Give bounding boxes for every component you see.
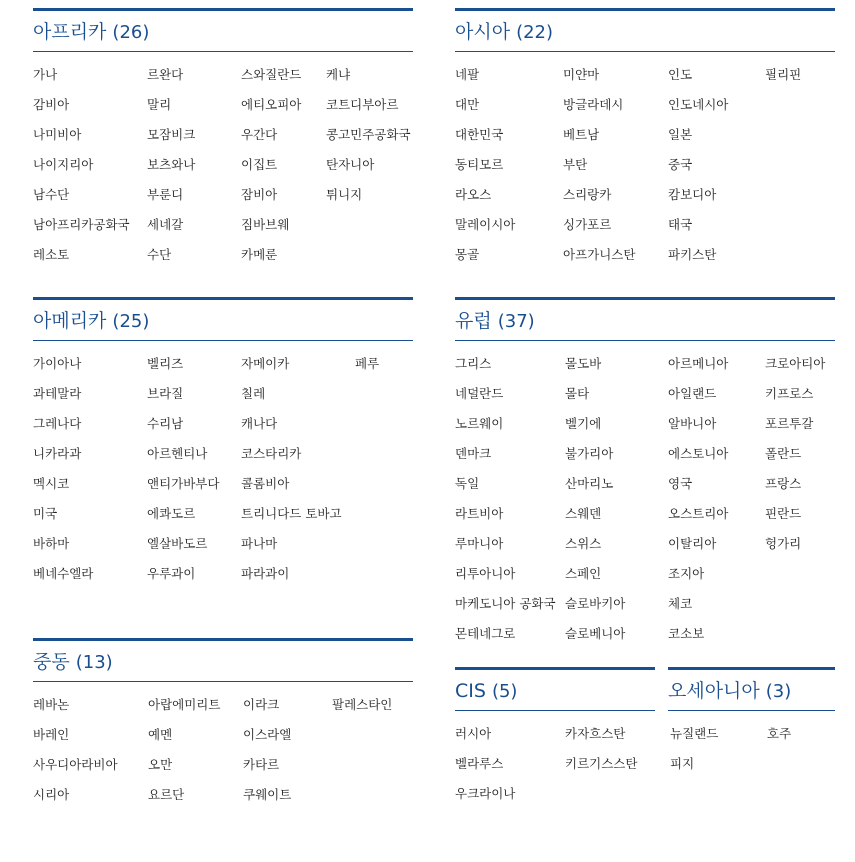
country-link[interactable]: 코스타리카 <box>241 446 302 461</box>
section-title: CIS <box>455 680 486 702</box>
country-link[interactable]: 사우디아라비아 <box>33 757 118 772</box>
country-link[interactable]: 캄보디아 <box>668 187 717 202</box>
section-title: 오세아니아 <box>668 680 760 702</box>
country-link[interactable]: 덴마크 <box>455 446 492 461</box>
section-title: 아메리카 <box>33 310 107 332</box>
country-link[interactable]: 카타르 <box>243 757 280 772</box>
country-link[interactable]: 오만 <box>148 757 173 772</box>
country-link[interactable]: 라오스 <box>455 187 492 202</box>
country-link[interactable]: 파나마 <box>241 536 278 551</box>
country-link[interactable]: 남수단 <box>33 187 70 202</box>
section-heading <box>668 670 835 711</box>
section-title: 유럽 <box>455 310 492 332</box>
country-link[interactable]: 알바니아 <box>668 416 717 431</box>
country-link[interactable]: 슬로베니아 <box>565 626 626 641</box>
country-link[interactable]: 콩고민주공화국 <box>326 127 411 142</box>
section-title: 아프리카 <box>33 21 107 43</box>
country-link[interactable]: 과테말라 <box>33 386 82 401</box>
country-link[interactable]: 몽골 <box>455 247 480 262</box>
section-asia <box>455 8 835 265</box>
country-link[interactable]: 모잠비크 <box>147 127 196 142</box>
country-link[interactable]: 포르투갈 <box>765 416 814 431</box>
country-link[interactable]: 바레인 <box>33 727 70 742</box>
country-link[interactable]: 멕시코 <box>33 476 70 491</box>
country-link[interactable]: 요르단 <box>148 787 185 802</box>
section-count: (37) <box>497 311 535 332</box>
country-link[interactable]: 부탄 <box>563 157 588 172</box>
country-link[interactable]: 짐바브웨 <box>241 217 290 232</box>
country-link[interactable]: 쿠웨이트 <box>243 787 292 802</box>
section-heading <box>455 670 655 711</box>
country-link[interactable]: 수리남 <box>147 416 184 431</box>
country-link[interactable]: 코소보 <box>668 626 705 641</box>
country-link[interactable]: 레바논 <box>33 697 70 712</box>
country-link[interactable]: 칠레 <box>241 386 266 401</box>
country-link[interactable]: 브라질 <box>147 386 184 401</box>
country-link[interactable]: 나미비아 <box>33 127 82 142</box>
section-america <box>33 297 413 584</box>
country-link[interactable]: 페루 <box>355 356 380 371</box>
country-link[interactable]: 헝가리 <box>765 536 802 551</box>
country-link[interactable]: 팔레스타인 <box>332 697 393 712</box>
country-link[interactable]: 보츠와나 <box>147 157 196 172</box>
section-title: 중동 <box>33 651 70 673</box>
country-link[interactable]: 트리니다드 토바고 <box>241 506 342 521</box>
country-link[interactable]: 스위스 <box>565 536 602 551</box>
country-link[interactable]: 에티오피아 <box>241 97 302 112</box>
country-link[interactable]: 예멘 <box>148 727 173 742</box>
country-grid <box>455 724 655 814</box>
country-link[interactable]: 필리핀 <box>765 67 802 82</box>
country-link[interactable]: 수단 <box>147 247 172 262</box>
country-link[interactable]: 호주 <box>767 726 792 741</box>
country-link[interactable]: 스와질란드 <box>241 67 302 82</box>
country-link[interactable]: 에스토니아 <box>668 446 729 461</box>
country-link[interactable]: 베트남 <box>563 127 600 142</box>
country-link[interactable]: 벨라루스 <box>455 756 504 771</box>
country-link[interactable]: 코트디부아르 <box>326 97 399 112</box>
country-link[interactable]: 탄자니아 <box>326 157 375 172</box>
country-link[interactable]: 스페인 <box>565 566 602 581</box>
section-title: 아시아 <box>455 21 511 43</box>
country-link[interactable]: 동티모르 <box>455 157 504 172</box>
country-link[interactable]: 오스트리아 <box>668 506 729 521</box>
country-link[interactable]: 우루과이 <box>147 566 196 581</box>
country-link[interactable]: 남아프리카공화국 <box>33 217 130 232</box>
section-heading <box>33 300 413 341</box>
country-link[interactable]: 이집트 <box>241 157 278 172</box>
country-link[interactable]: 몰도바 <box>565 356 602 371</box>
country-link[interactable]: 파라과이 <box>241 566 290 581</box>
country-link[interactable]: 이스라엘 <box>243 727 292 742</box>
country-link[interactable]: 시리아 <box>33 787 70 802</box>
country-link[interactable]: 케냐 <box>326 67 351 82</box>
country-link[interactable]: 러시아 <box>455 726 492 741</box>
country-link[interactable]: 영국 <box>668 476 693 491</box>
country-link[interactable]: 노르웨이 <box>455 416 504 431</box>
country-link[interactable]: 카자흐스탄 <box>565 726 626 741</box>
country-link[interactable]: 에콰도르 <box>147 506 196 521</box>
country-link[interactable]: 가이아나 <box>33 356 82 371</box>
section-oceania <box>668 667 835 784</box>
country-link[interactable]: 스웨덴 <box>565 506 602 521</box>
country-link[interactable]: 핀란드 <box>765 506 802 521</box>
country-link[interactable]: 키프로스 <box>765 386 814 401</box>
section-africa <box>33 8 413 265</box>
country-link[interactable]: 말레이시아 <box>455 217 516 232</box>
country-link[interactable]: 캐나다 <box>241 416 278 431</box>
country-grid <box>668 724 835 784</box>
section-count: (26) <box>112 22 150 43</box>
country-link[interactable]: 라트비아 <box>455 506 504 521</box>
country-link[interactable]: 튀니지 <box>326 187 363 202</box>
country-link[interactable]: 대한민국 <box>455 127 504 142</box>
country-link[interactable]: 피지 <box>670 756 695 771</box>
country-link[interactable]: 아랍에미리트 <box>148 697 221 712</box>
country-link[interactable]: 싱가포르 <box>563 217 612 232</box>
country-link[interactable]: 마케도니아 공화국 <box>455 596 556 611</box>
country-link[interactable]: 크로아티아 <box>765 356 826 371</box>
country-grid <box>33 354 413 584</box>
country-link[interactable]: 프랑스 <box>765 476 802 491</box>
country-grid <box>33 65 413 265</box>
section-heading <box>455 11 835 52</box>
section-count: (5) <box>491 681 518 702</box>
country-link[interactable]: 불가리아 <box>565 446 614 461</box>
country-link[interactable]: 인도네시아 <box>668 97 729 112</box>
country-link[interactable]: 르완다 <box>147 67 184 82</box>
country-link[interactable]: 키르기스스탄 <box>565 756 638 771</box>
country-link[interactable]: 카메룬 <box>241 247 278 262</box>
country-link[interactable]: 네팔 <box>455 67 480 82</box>
section-heading <box>455 300 835 341</box>
country-link[interactable]: 미얀마 <box>563 67 600 82</box>
section-europe <box>455 297 835 654</box>
country-link[interactable]: 루마니아 <box>455 536 504 551</box>
country-link[interactable]: 가나 <box>33 67 58 82</box>
country-link[interactable]: 부룬디 <box>147 187 184 202</box>
country-link[interactable]: 엘살바도르 <box>147 536 208 551</box>
country-link[interactable]: 바하마 <box>33 536 70 551</box>
country-link[interactable]: 자메이카 <box>241 356 290 371</box>
section-count: (13) <box>75 652 113 673</box>
country-link[interactable]: 네덜란드 <box>455 386 504 401</box>
section-heading <box>33 641 413 682</box>
country-grid <box>33 695 413 815</box>
country-link[interactable]: 체코 <box>668 596 693 611</box>
section-count: (22) <box>516 22 554 43</box>
country-link[interactable]: 그리스 <box>455 356 492 371</box>
country-link[interactable]: 슬로바키아 <box>565 596 626 611</box>
country-link[interactable]: 방글라데시 <box>563 97 624 112</box>
country-link[interactable]: 벨기에 <box>565 416 602 431</box>
country-link[interactable]: 대만 <box>455 97 480 112</box>
country-link[interactable]: 파키스탄 <box>668 247 717 262</box>
country-link[interactable]: 우간다 <box>241 127 278 142</box>
country-link[interactable]: 몰타 <box>565 386 590 401</box>
country-link[interactable]: 아르메니아 <box>668 356 729 371</box>
country-link[interactable]: 리투아니아 <box>455 566 516 581</box>
country-link[interactable]: 미국 <box>33 506 58 521</box>
country-link[interactable]: 중국 <box>668 157 693 172</box>
country-link[interactable]: 인도 <box>668 67 693 82</box>
country-link[interactable]: 스리랑카 <box>563 187 612 202</box>
country-grid <box>455 354 835 654</box>
country-link[interactable]: 레소토 <box>33 247 70 262</box>
section-heading <box>33 11 413 52</box>
country-link[interactable]: 말리 <box>147 97 172 112</box>
country-link[interactable]: 우크라이나 <box>455 786 516 801</box>
country-link[interactable]: 산마리노 <box>565 476 614 491</box>
country-link[interactable]: 감비아 <box>33 97 70 112</box>
section-count: (3) <box>765 681 792 702</box>
section-cis <box>455 667 655 814</box>
country-link[interactable]: 아르헨티나 <box>147 446 208 461</box>
country-link[interactable]: 벨리즈 <box>147 356 184 371</box>
country-link[interactable]: 독일 <box>455 476 480 491</box>
country-link[interactable]: 그레나다 <box>33 416 82 431</box>
section-middle-east <box>33 638 413 815</box>
country-link[interactable]: 뉴질랜드 <box>670 726 719 741</box>
country-link[interactable]: 이탈리아 <box>668 536 717 551</box>
country-link[interactable]: 아프가니스탄 <box>563 247 636 262</box>
country-link[interactable]: 폴란드 <box>765 446 802 461</box>
section-count: (25) <box>112 311 150 332</box>
country-link[interactable]: 일본 <box>668 127 693 142</box>
country-link[interactable]: 앤티가바부다 <box>147 476 220 491</box>
country-link[interactable]: 세네갈 <box>147 217 184 232</box>
country-link[interactable]: 이라크 <box>243 697 280 712</box>
country-grid <box>455 65 835 265</box>
country-link[interactable]: 잠비아 <box>241 187 278 202</box>
country-link[interactable]: 나이지리아 <box>33 157 94 172</box>
country-link[interactable]: 콜롬비아 <box>241 476 290 491</box>
country-link[interactable]: 몬테네그로 <box>455 626 516 641</box>
country-link[interactable]: 태국 <box>668 217 693 232</box>
country-link[interactable]: 조지아 <box>668 566 705 581</box>
country-link[interactable]: 베네수엘라 <box>33 566 94 581</box>
country-link[interactable]: 아일랜드 <box>668 386 717 401</box>
country-link[interactable]: 니카라과 <box>33 446 82 461</box>
